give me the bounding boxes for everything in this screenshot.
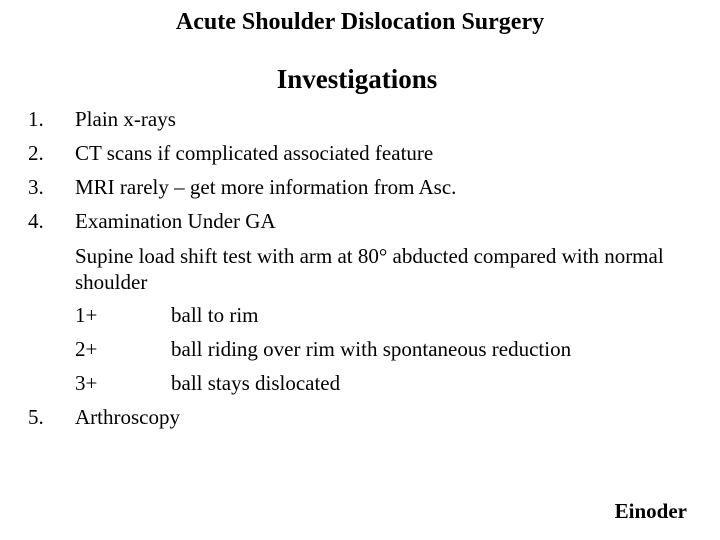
- list-item-number: 1.: [28, 107, 44, 131]
- author-name: Einoder: [614, 499, 687, 523]
- list-item-number: 2.: [28, 141, 44, 165]
- list-item-text: CT scans if complicated associated feature: [75, 141, 434, 165]
- section-heading: Investigations: [276, 64, 438, 94]
- grade-label: 2+: [75, 337, 98, 361]
- grade-description: ball riding over rim with spontaneous reduction: [171, 337, 572, 361]
- list-item: [28, 400, 698, 434]
- grade-description: ball stays dislocated: [171, 371, 341, 395]
- list-item: [28, 204, 698, 238]
- grade-row: [28, 366, 698, 400]
- list-item-text: Plain x-rays: [75, 107, 176, 131]
- exam-detail-text: Supine load shift test with arm at 80° abducted compared with normal shoulder: [75, 244, 664, 294]
- list-item-number: 5.: [28, 405, 44, 429]
- grade-label: 3+: [75, 371, 98, 395]
- investigations-list: [28, 102, 698, 434]
- grade-row: [28, 332, 698, 366]
- grade-row: [28, 298, 698, 332]
- list-item-text: Arthroscopy: [75, 405, 180, 429]
- list-item: [28, 136, 698, 170]
- list-item-number: 3.: [28, 175, 44, 199]
- grade-label: 1+: [75, 303, 98, 327]
- list-item: [28, 170, 698, 204]
- slide-title: Acute Shoulder Dislocation Surgery: [175, 9, 545, 35]
- grade-description: ball to rim: [171, 303, 259, 327]
- list-item: [28, 102, 698, 136]
- list-item-text: MRI rarely – get more information from Asc.: [75, 175, 457, 199]
- list-item-number: 4.: [28, 209, 44, 233]
- list-item-text: Examination Under GA: [75, 209, 276, 233]
